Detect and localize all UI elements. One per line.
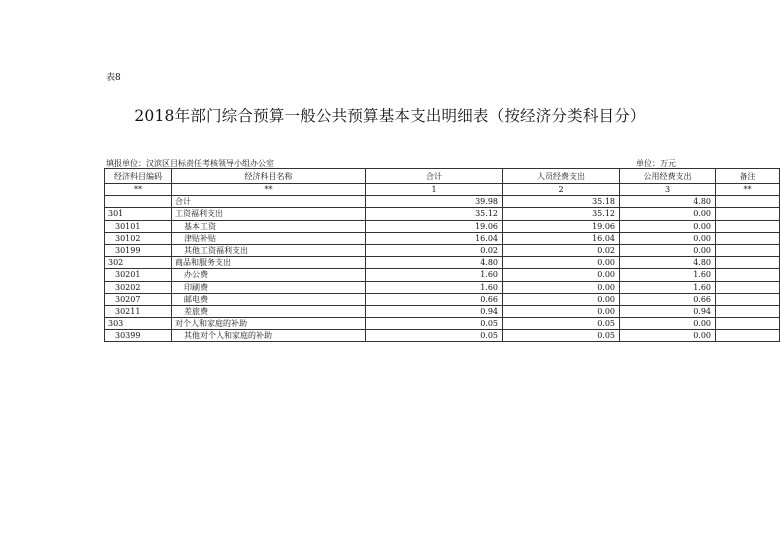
note-cell [716,305,780,317]
table-row [105,293,780,305]
note-cell [716,208,780,220]
code-cell [105,196,172,208]
code-cell: 30399 [105,330,172,342]
name-cell: 商品和服务支出 [172,257,366,269]
index-cell: ** [105,184,172,196]
personnel-cell: 0.00 [503,293,620,305]
public-cell: 4.80 [620,257,716,269]
table-row [105,269,780,281]
public-cell: 1.60 [620,269,716,281]
total-cell: 16.04 [366,232,503,244]
personnel-cell: 0.00 [503,305,620,317]
code-cell: 30202 [105,281,172,293]
code-cell: 302 [105,257,172,269]
index-cell: ** [716,184,780,196]
total-cell: 0.94 [366,305,503,317]
note-cell [716,318,780,330]
personnel-cell: 0.05 [503,318,620,330]
table-row [105,257,780,269]
name-cell: 邮电费 [172,293,366,305]
total-cell: 0.66 [366,293,503,305]
code-cell: 30201 [105,269,172,281]
public-cell: 0.66 [620,293,716,305]
name-cell: 津贴补贴 [172,232,366,244]
code-cell: 30101 [105,220,172,232]
name-cell: 其他对个人和家庭的补助 [172,330,366,342]
table-row [105,330,780,342]
note-cell [716,220,780,232]
total-cell: 1.60 [366,281,503,293]
name-cell: 印刷费 [172,281,366,293]
personnel-cell: 19.06 [503,220,620,232]
personnel-cell: 0.00 [503,269,620,281]
table-row [105,220,780,232]
name-cell: 工资福利支出 [172,208,366,220]
code-cell: 303 [105,318,172,330]
note-cell [716,293,780,305]
public-cell: 0.00 [620,208,716,220]
total-cell: 19.06 [366,220,503,232]
public-cell: 1.60 [620,281,716,293]
public-cell: 0.00 [620,220,716,232]
total-cell: 39.98 [366,196,503,208]
index-cell: 2 [503,184,620,196]
table-row [105,244,780,256]
personnel-cell: 0.05 [503,330,620,342]
document-title: 2018年部门综合预算一般公共预算基本支出明细表（按经济分类科目分） [134,107,646,125]
personnel-cell: 35.12 [503,208,620,220]
table-row [105,232,780,244]
table-row [105,305,780,317]
total-cell: 4.80 [366,257,503,269]
index-row [105,184,780,196]
total-cell: 0.05 [366,330,503,342]
total-cell: 1.60 [366,269,503,281]
name-cell: 差旅费 [172,305,366,317]
personnel-cell: 0.02 [503,244,620,256]
note-cell [716,196,780,208]
note-cell [716,269,780,281]
public-cell: 0.00 [620,318,716,330]
name-cell: 合计 [172,196,366,208]
code-cell: 30211 [105,305,172,317]
name-cell: 其他工资福利支出 [172,244,366,256]
public-cell: 0.00 [620,232,716,244]
personnel-cell: 16.04 [503,232,620,244]
expenditure-table [104,168,780,342]
personnel-cell: 35.18 [503,196,620,208]
index-cell: 3 [620,184,716,196]
header-note: 备注 [716,169,780,184]
personnel-cell: 0.00 [503,257,620,269]
table-header-row [105,169,780,184]
index-cell: ** [172,184,366,196]
name-cell: 基本工资 [172,220,366,232]
table-row [105,196,780,208]
total-cell: 0.05 [366,318,503,330]
header-personnel: 人员经费支出 [503,169,620,184]
table-number: 表8 [106,73,121,83]
code-cell: 30199 [105,244,172,256]
currency-unit: 单位：万元 [636,159,676,168]
total-cell: 0.02 [366,244,503,256]
public-cell: 0.00 [620,244,716,256]
reporting-unit: 填报单位：汉滨区目标责任考核领导小组办公室 [106,159,274,168]
public-cell: 4.80 [620,196,716,208]
code-cell: 301 [105,208,172,220]
header-total: 合计 [366,169,503,184]
total-cell: 35.12 [366,208,503,220]
note-cell [716,257,780,269]
header-name: 经济科目名称 [172,169,366,184]
name-cell: 办公费 [172,269,366,281]
header-public: 公用经费支出 [620,169,716,184]
table-row [105,318,780,330]
table-row [105,281,780,293]
code-cell: 30207 [105,293,172,305]
table-row [105,208,780,220]
header-code: 经济科目编码 [105,169,172,184]
code-cell: 30102 [105,232,172,244]
personnel-cell: 0.00 [503,281,620,293]
note-cell [716,232,780,244]
note-cell [716,281,780,293]
note-cell [716,330,780,342]
public-cell: 0.94 [620,305,716,317]
index-cell: 1 [366,184,503,196]
name-cell: 对个人和家庭的补助 [172,318,366,330]
public-cell: 0.00 [620,330,716,342]
note-cell [716,244,780,256]
